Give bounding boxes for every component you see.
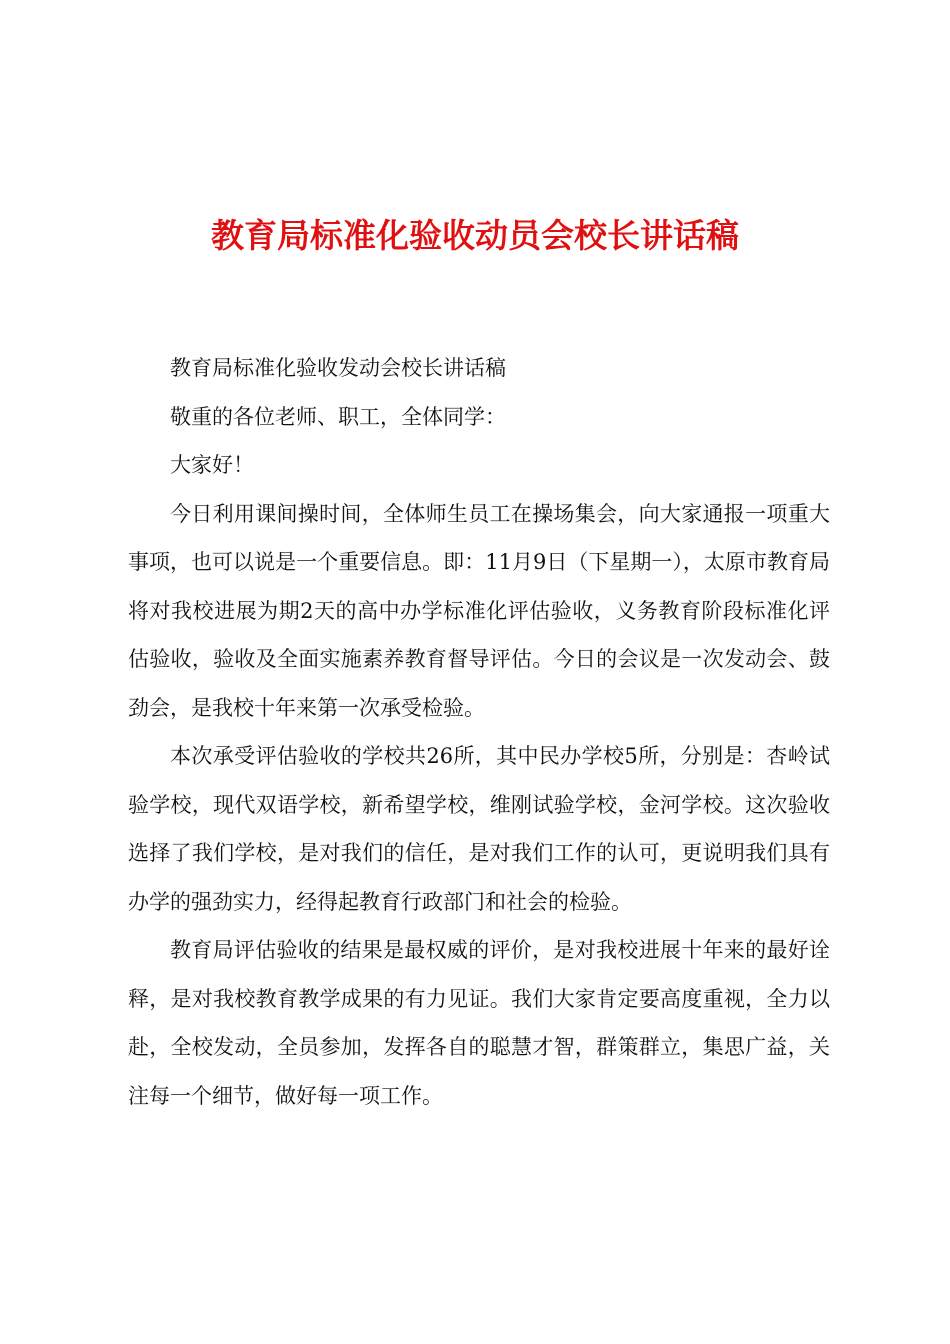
paragraph-body: 教育局评估验收的结果是最权威的评价，是对我校进展十年来的最好诠释，是对我校教育教学成果的有力见证。我们大家肯定要高度重视，全力以赴，全校发动，全员参加，发挥各自的聪慧才智，群策群立，集思广益，关注每一个细节，做好每一项工作。 xyxy=(128,938,830,1108)
paragraph-body: 本次承受评估验收的学校共26所，其中民办学校5所，分别是：杏岭试验学校，现代双语学校，新希望学校，维刚试验学校，金河学校。这次验收选择了我们学校，是对我们的信任，是对我们工作的认可，更说明我们具有办学的强劲实力，经得起教育行政部门和社会的检验。 xyxy=(128,744,830,914)
paragraph-greeting: 大家好！ xyxy=(170,453,254,477)
paragraph-subtitle: 教育局标准化验收发动会校长讲话稿 xyxy=(170,356,506,380)
document-title: 教育局标准化验收动员会校长讲话稿 xyxy=(211,216,739,255)
document-body xyxy=(128,344,830,1120)
paragraph-body: 今日利用课间操时间，全体师生员工在操场集会，向大家通报一项重大事项，也可以说是一个重要信息。即：11月9日（下星期一），太原市教育局将对我校进展为期2天的高中办学标准化评估验收，义务教育阶段标准化评估验收，验收及全面实施素养教育督导评估。今日的会议是一次发动会、鼓劲会，是我校十年来第一次承受检验。 xyxy=(128,501,830,720)
paragraph-salutation: 敬重的各位老师、职工，全体同学： xyxy=(170,404,506,429)
